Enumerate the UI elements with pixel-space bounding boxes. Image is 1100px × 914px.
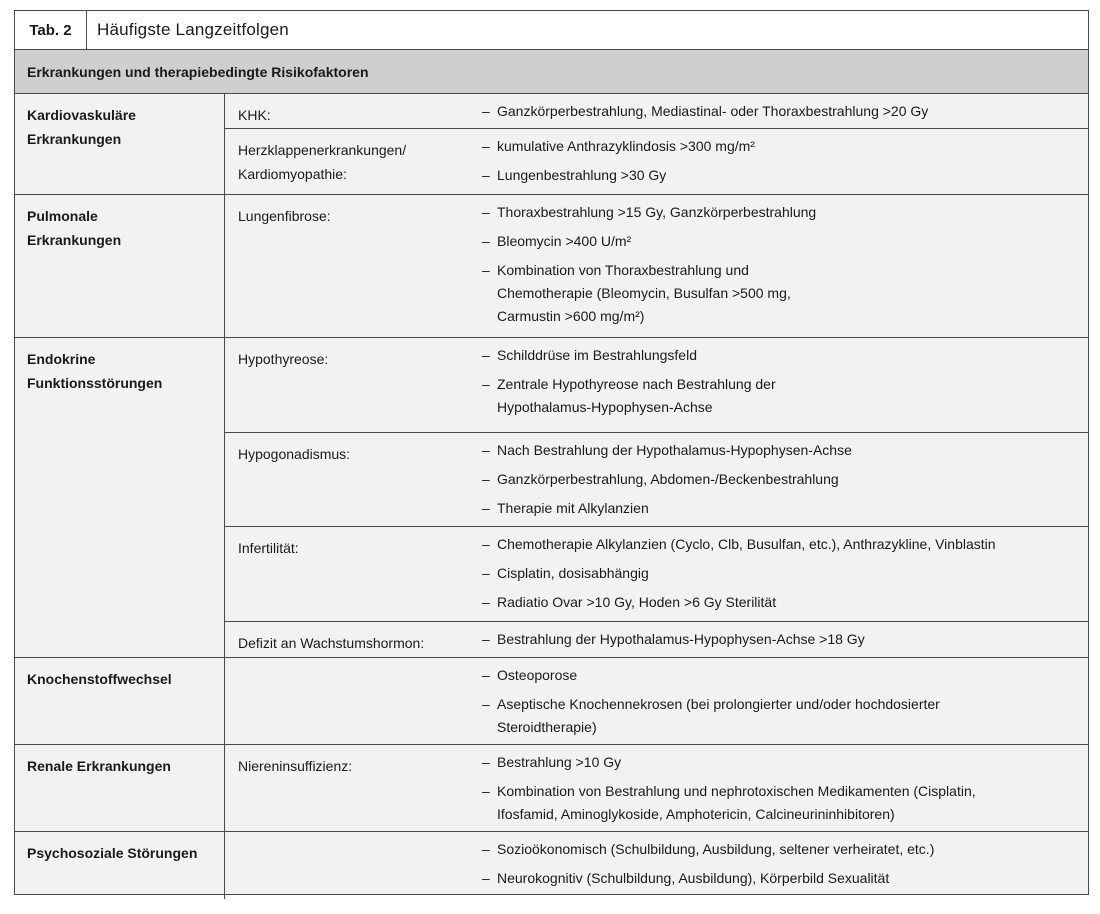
- table-row: [225, 832, 1088, 899]
- risk-factor-text: Neurokognitiv (Schulbildung, Ausbildung), Körperbild Sexualität: [497, 870, 890, 886]
- risk-factor-item: [482, 591, 1080, 614]
- risk-factor-text: Therapie mit Alkylanzien: [497, 500, 649, 516]
- dash-bullet: –: [482, 754, 490, 770]
- table-row: [225, 94, 1088, 129]
- risk-factor-text: Ganzkörperbestrahlung, Mediastinal- oder Thoraxbestrahlung >20 Gy: [497, 103, 929, 119]
- dash-bullet: –: [482, 696, 490, 712]
- condition-label: [225, 832, 482, 899]
- table-group: [15, 195, 1088, 338]
- dash-bullet: –: [482, 138, 490, 154]
- risk-factor-item: [482, 780, 1080, 826]
- dash-bullet: –: [482, 500, 490, 516]
- risk-factor-list: [482, 94, 1088, 128]
- table-group: [15, 94, 1088, 195]
- risk-factor-text: Zentrale Hypothyreose nach Bestrahlung der Hypothalamus-Hypophysen-Achse: [497, 376, 776, 415]
- risk-factor-item: [482, 135, 1080, 158]
- dash-bullet: –: [482, 262, 490, 278]
- risk-factor-text: Kombination von Bestrahlung und nephrotoxischen Medikamenten (Cisplatin, Ifosfamid, Aminoglykoside, Amphotericin, Calcineurininhibitoren): [497, 783, 976, 822]
- risk-factor-item: [482, 628, 1080, 651]
- table-group: [15, 745, 1088, 832]
- risk-factor-item: [482, 497, 1080, 520]
- risk-factor-text: Chemotherapie Alkylanzien (Cyclo, Clb, Busulfan, etc.), Anthrazykline, Vinblastin: [497, 536, 996, 552]
- risk-factor-item: [482, 373, 1080, 419]
- condition-label: Lungenfibrose:: [238, 208, 331, 224]
- risk-factor-text: Sozioökonomisch (Schulbildung, Ausbildung, seltener verheiratet, etc.): [497, 841, 935, 857]
- table-title-bar: [15, 11, 1088, 50]
- dash-bullet: –: [482, 442, 490, 458]
- subgroup-list: [225, 338, 1088, 657]
- risk-factor-text: kumulative Anthrazyklindosis >300 mg/m²: [497, 138, 755, 154]
- dash-bullet: –: [482, 471, 490, 487]
- category-cell: Pulmonale Erkrankungen: [15, 195, 225, 337]
- dash-bullet: –: [482, 631, 490, 647]
- risk-factor-item: [482, 230, 1080, 253]
- table-row: [225, 622, 1088, 657]
- risk-factor-text: Osteoporose: [497, 667, 578, 683]
- subgroup-list: [225, 658, 1088, 744]
- table-group: [15, 338, 1088, 658]
- category-cell: Kardiovaskuläre Erkrankungen: [15, 94, 225, 194]
- risk-factor-list: [482, 658, 1088, 744]
- category-cell: Psychosoziale Störungen: [15, 832, 225, 899]
- risk-factor-text: Kombination von Thoraxbestrahlung und Chemotherapie (Bleomycin, Busulfan >500 mg, Carmustin >600 mg/m²): [497, 262, 791, 324]
- table-row: [225, 129, 1088, 194]
- risk-factor-text: Lungenbestrahlung >30 Gy: [497, 167, 667, 183]
- table-number: Tab. 2: [15, 11, 87, 49]
- condition-label: KHK:: [238, 107, 271, 123]
- risk-factor-text: Radiatio Ovar >10 Gy, Hoden >6 Gy Sterilität: [497, 594, 777, 610]
- condition-label: Hypothyreose:: [238, 351, 329, 367]
- risk-factor-item: [482, 751, 1080, 774]
- risk-factor-list: [482, 745, 1088, 831]
- dash-bullet: –: [482, 565, 490, 581]
- dash-bullet: –: [482, 233, 490, 249]
- risk-factor-list: [482, 129, 1088, 194]
- table-row: [225, 527, 1088, 622]
- risk-factor-item: [482, 693, 1080, 739]
- risk-factor-list: [482, 433, 1088, 526]
- risk-factor-item: [482, 344, 1080, 367]
- table-row: [225, 433, 1088, 527]
- dash-bullet: –: [482, 870, 490, 886]
- dash-bullet: –: [482, 376, 490, 392]
- risk-factor-item: [482, 562, 1080, 585]
- condition-label: Infertilität:: [238, 540, 299, 556]
- subgroup-list: [225, 195, 1088, 337]
- risk-factor-list: [482, 622, 1088, 657]
- condition-label: Hypogonadismus:: [238, 446, 351, 462]
- table-frame: [14, 10, 1089, 895]
- dash-bullet: –: [482, 204, 490, 220]
- risk-factor-text: Bleomycin >400 U/m²: [497, 233, 632, 249]
- risk-factor-text: Nach Bestrahlung der Hypothalamus-Hypophysen-Achse: [497, 442, 852, 458]
- risk-factor-text: Thoraxbestrahlung >15 Gy, Ganzkörperbestrahlung: [497, 204, 817, 220]
- section-header: Erkrankungen und therapiebedingte Risikofaktoren: [15, 50, 1088, 94]
- risk-factor-text: Bestrahlung der Hypothalamus-Hypophysen-Achse >18 Gy: [497, 631, 865, 647]
- table-body: [15, 94, 1088, 899]
- dash-bullet: –: [482, 783, 490, 799]
- subgroup-list: [225, 745, 1088, 831]
- subgroup-list: [225, 94, 1088, 194]
- risk-factor-item: [482, 259, 1080, 328]
- risk-factor-item: [482, 100, 1080, 123]
- table-row: [225, 338, 1088, 433]
- subgroup-list: [225, 832, 1088, 899]
- condition-label: Herzklappenerkrankungen/ Kardiomyopathie:: [238, 142, 407, 182]
- risk-factor-item: [482, 468, 1080, 491]
- condition-label: [225, 658, 482, 744]
- risk-factor-item: [482, 533, 1080, 556]
- risk-factor-item: [482, 201, 1080, 224]
- table-group: [15, 658, 1088, 745]
- risk-factor-item: [482, 164, 1080, 187]
- risk-factor-list: [482, 338, 1088, 432]
- dash-bullet: –: [482, 347, 490, 363]
- risk-factor-text: Cisplatin, dosisabhängig: [497, 565, 649, 581]
- risk-factor-list: [482, 832, 1088, 899]
- dash-bullet: –: [482, 103, 490, 119]
- table-row: [225, 658, 1088, 744]
- table-group: [15, 832, 1088, 899]
- category-cell: Endokrine Funktionsstörungen: [15, 338, 225, 657]
- risk-factor-text: Aseptische Knochennekrosen (bei prolongierter und/oder hochdosierter Steroidtherapie): [497, 696, 940, 735]
- risk-factor-text: Bestrahlung >10 Gy: [497, 754, 622, 770]
- condition-label: Niereninsuffizienz:: [238, 758, 353, 774]
- dash-bullet: –: [482, 594, 490, 610]
- risk-factor-text: Ganzkörperbestrahlung, Abdomen-/Beckenbestrahlung: [497, 471, 839, 487]
- risk-factor-item: [482, 867, 1080, 890]
- condition-label: Defizit an Wachstumshormon:: [238, 635, 425, 651]
- risk-factor-item: [482, 838, 1080, 861]
- dash-bullet: –: [482, 536, 490, 552]
- table-title: Häufigste Langzeitfolgen: [97, 20, 289, 39]
- dash-bullet: –: [482, 167, 490, 183]
- table-row: [225, 195, 1088, 337]
- risk-factor-item: [482, 664, 1080, 687]
- risk-factor-item: [482, 439, 1080, 462]
- risk-factor-list: [482, 195, 1088, 337]
- category-cell: Knochenstoffwechsel: [15, 658, 225, 744]
- table-row: [225, 745, 1088, 831]
- dash-bullet: –: [482, 667, 490, 683]
- risk-factor-text: Schilddrüse im Bestrahlungsfeld: [497, 347, 697, 363]
- dash-bullet: –: [482, 841, 490, 857]
- risk-factor-list: [482, 527, 1088, 621]
- category-cell: Renale Erkrankungen: [15, 745, 225, 831]
